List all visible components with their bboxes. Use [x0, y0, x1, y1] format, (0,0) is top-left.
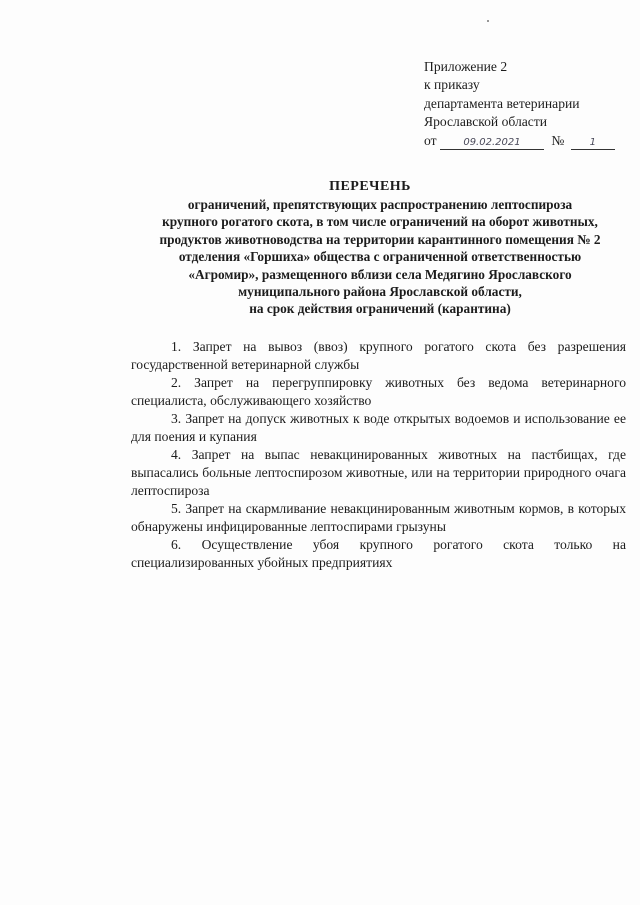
document-subtitle: ограничений, препятствующих распространению лептоспироза крупного рогатого скота, в том числе ограничений на оборот животных, продуктов животноводства на территории карантинного помещения № 2 отделения «Горшиха» общества с ограниченной ответственностью «Агромир», размещенного вблизи села Медягино Ярославского муниципального района Ярославской области, на срок действия ограничений (карантина)	[159, 197, 601, 317]
list-item: 1. Запрет на вывоз (ввоз) крупного рогатого скота без разрешения государственной ветеринарной службы	[131, 339, 626, 372]
document-title: ПЕРЕЧЕНЬ	[329, 179, 411, 194]
appendix-line-2: к приказу	[424, 77, 480, 93]
appendix-line-1: Приложение 2	[424, 59, 508, 74]
list-item: 2. Запрет на перегруппировку животных без ведома ветеринарного специалиста, обслуживающего хозяйство	[131, 375, 626, 408]
scan-speck	[487, 20, 489, 22]
appendix-line-3: департамента ветеринарии	[424, 95, 580, 111]
handwritten-date: 09.02.2021	[440, 137, 544, 150]
restrictions-list	[131, 338, 626, 572]
order-date-number-line	[424, 132, 634, 150]
list-item: 4. Запрет на выпас невакцинированных животных на пастбищах, где выпасались больные лептоспирозом животные, или на территории природного очага лептоспироза	[131, 447, 626, 498]
document-heading	[120, 178, 640, 318]
handwritten-number: 1	[571, 137, 615, 150]
list-item: 6. Осуществление убоя крупного рогатого скота только на специализированных убойных предприятиях	[131, 537, 626, 570]
number-label: №	[551, 132, 565, 148]
list-item: 5. Запрет на скармливание невакцинированным животным кормов, в которых обнаружены инфицированные лептоспирами грызуны	[131, 501, 626, 534]
list-item: 3. Запрет на допуск животных к воде открытых водоемов и использование ее для поения и купания	[131, 411, 626, 444]
date-prefix: от	[424, 132, 437, 148]
appendix-line-4: Ярославской области	[424, 114, 548, 130]
appendix-block	[424, 58, 634, 150]
